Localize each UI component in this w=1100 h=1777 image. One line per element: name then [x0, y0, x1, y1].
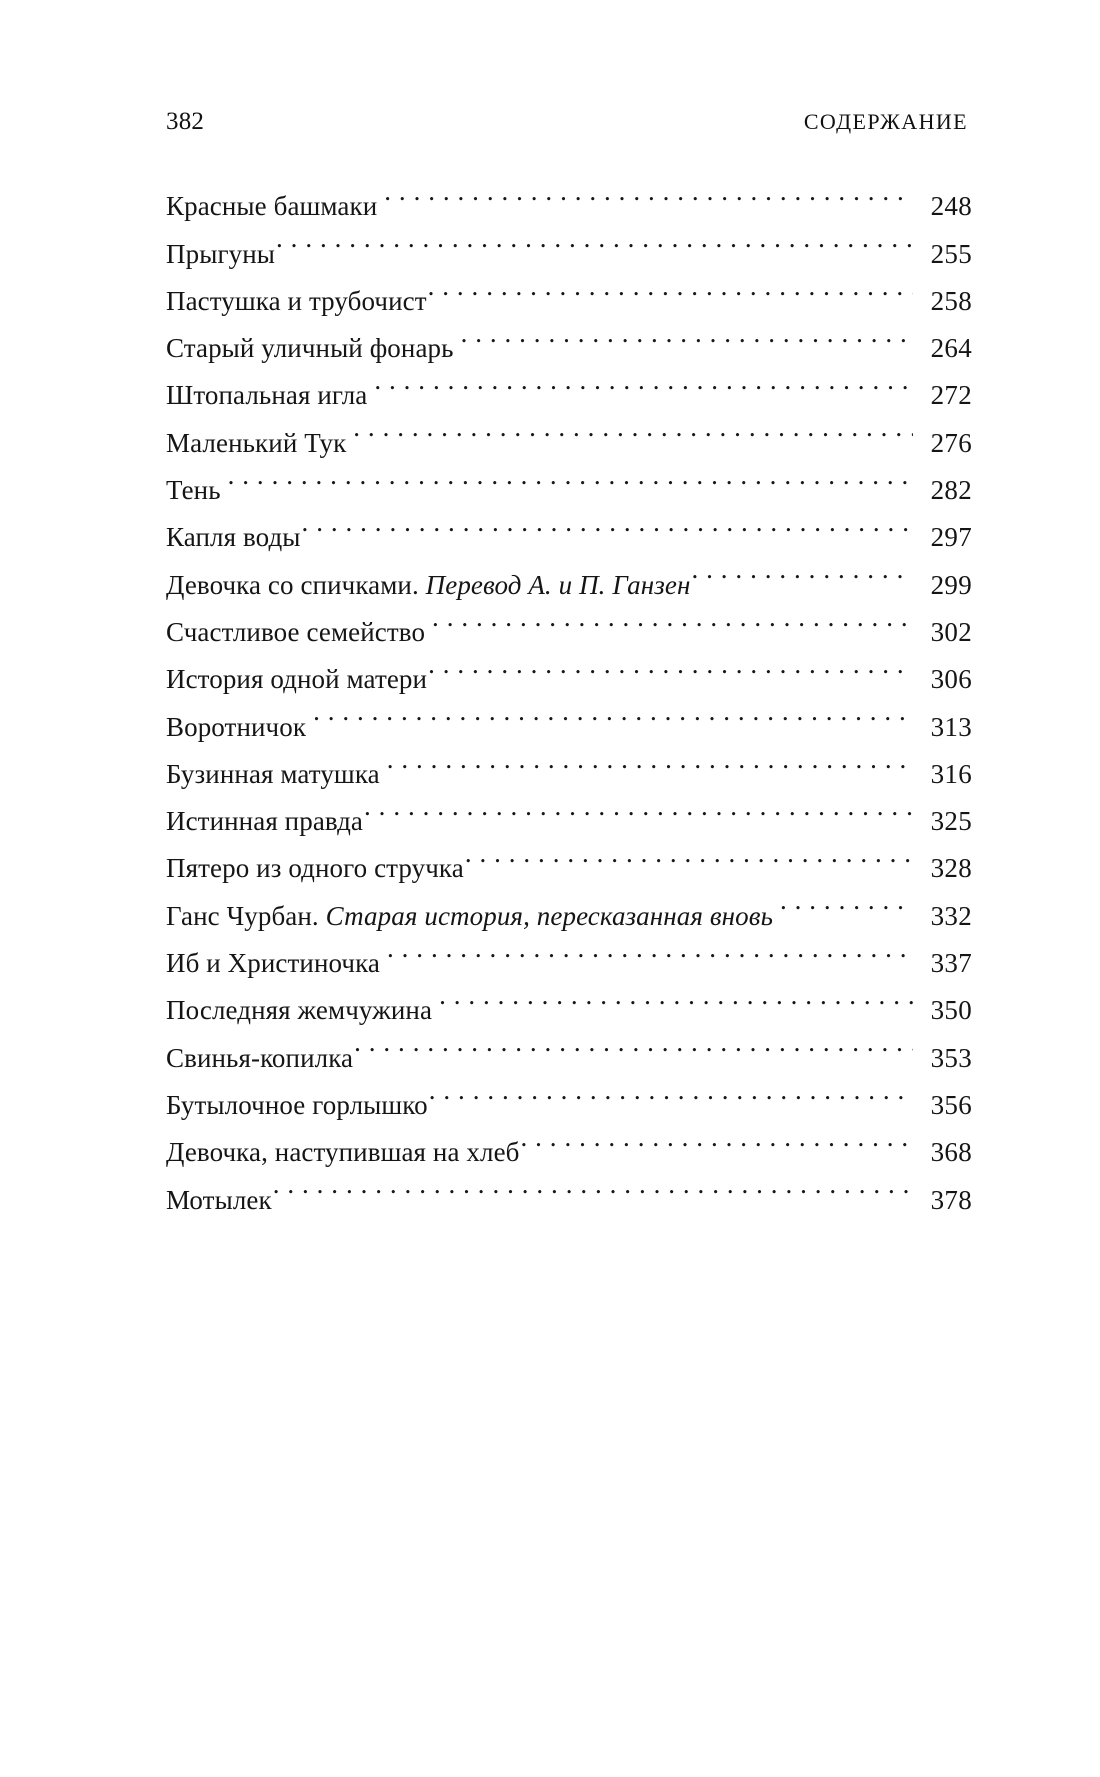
toc-leader-dots: [465, 830, 913, 877]
toc-entry-page-number: 299: [930, 569, 972, 600]
table-of-contents: [166, 168, 972, 1215]
toc-entry-title: Бутылочное горлышко: [166, 1089, 428, 1120]
toc-leader-dots: [461, 310, 913, 357]
toc-entry-page-number: 356: [930, 1089, 972, 1120]
toc-leader-dots: [353, 404, 913, 451]
toc-entry-title: История одной матери: [166, 664, 428, 695]
toc-entry-title: Пятеро из одного стручка: [166, 853, 464, 884]
toc-entry-page-number: 264: [930, 333, 972, 364]
toc-entry-page-number: 306: [930, 664, 972, 695]
toc-leader-dots: [432, 594, 913, 641]
toc-entry-title: Старый уличный фонарь: [166, 333, 454, 364]
toc-entry-title: Штопальная игла: [166, 380, 368, 411]
toc-entry-page-number: 258: [930, 285, 972, 316]
toc-leader-dots: [429, 1067, 913, 1114]
toc-entry-title: Ганс Чурбан. Старая история, пересказанная вновь: [166, 900, 773, 931]
toc-leader-dots: [384, 168, 913, 215]
toc-entry-page-number: 248: [930, 191, 972, 222]
toc-entry-title: Мотылек: [166, 1184, 272, 1215]
toc-entry[interactable]: [166, 452, 972, 506]
toc-leader-dots: [276, 215, 913, 262]
toc-entry-page-number: 255: [930, 238, 972, 269]
toc-leader-dots: [364, 783, 913, 830]
toc-entry-page-number: 276: [930, 427, 972, 458]
toc-leader-dots: [521, 1114, 914, 1161]
toc-entry-title: Бузинная матушка: [166, 758, 380, 789]
toc-entry[interactable]: [166, 215, 972, 269]
toc-entry-page-number: 282: [930, 475, 972, 506]
toc-leader-dots: [387, 925, 913, 972]
toc-entry-subtitle: Перевод А. и П. Ганзен: [418, 569, 691, 600]
toc-leader-dots: [374, 357, 913, 404]
toc-leader-dots: [273, 1161, 913, 1208]
toc-entry[interactable]: [166, 1161, 972, 1215]
toc-entry-title: Маленький Тук: [166, 427, 347, 458]
running-head: [166, 108, 972, 136]
toc-entry[interactable]: [166, 499, 972, 553]
toc-entry-page-number: 368: [930, 1137, 972, 1168]
toc-leader-dots: [780, 877, 913, 924]
toc-entry-page-number: 378: [930, 1184, 972, 1215]
toc-entry-title: Девочка, наступившая на хлеб: [166, 1137, 520, 1168]
running-head-title: СОДЕРЖАНИЕ: [803, 109, 968, 134]
toc-entry-page-number: 313: [930, 711, 972, 742]
toc-leader-dots: [428, 263, 913, 310]
toc-entry-title: Воротничок: [166, 711, 307, 742]
toc-entry-title: Красные башмаки: [166, 191, 378, 222]
toc-entry-title: Пастушка и трубочист: [166, 285, 427, 316]
toc-entry-title: Счастливое семейство: [166, 616, 426, 647]
toc-entry-title: Прыгуны: [166, 238, 276, 269]
page-folio-number: 382: [166, 108, 205, 135]
toc-entry[interactable]: [166, 263, 972, 316]
toc-leader-dots: [387, 736, 913, 783]
toc-leader-dots: [428, 641, 913, 688]
toc-leader-dots: [354, 1019, 913, 1066]
toc-entry-page-number: 297: [930, 522, 972, 553]
toc-entry-page-number: 350: [930, 995, 972, 1026]
toc-leader-dots: [302, 499, 913, 546]
toc-entry-title: Истинная правда: [166, 806, 364, 837]
toc-entry[interactable]: [166, 168, 972, 222]
toc-entry-page-number: 272: [930, 380, 972, 411]
toc-entry-title: Тень: [166, 475, 221, 506]
toc-entry-title: Свинья-копилка: [166, 1042, 354, 1073]
toc-entry-page-number: 353: [930, 1042, 972, 1073]
toc-entry-title: Капля воды: [166, 522, 301, 553]
toc-leader-dots: [691, 546, 913, 593]
toc-entry-title: Девочка со спичками. Перевод А. и П. Ганзен: [166, 569, 691, 600]
toc-entry-title: Иб и Христиночка: [166, 948, 380, 979]
toc-entry-page-number: 325: [930, 806, 972, 837]
toc-entry-page-number: 316: [930, 758, 972, 789]
toc-entry-page-number: 302: [930, 616, 972, 647]
toc-entry-page-number: 332: [930, 900, 972, 931]
toc-leader-dots: [228, 452, 913, 499]
toc-entry-page-number: 337: [930, 948, 972, 979]
toc-entry-title: Последняя жемчужина: [166, 995, 433, 1026]
toc-entry-subtitle: Старая история, пересказанная вновь: [318, 900, 773, 931]
toc-leader-dots: [439, 972, 913, 1019]
toc-leader-dots: [313, 688, 913, 735]
toc-entry-page-number: 328: [930, 853, 972, 884]
